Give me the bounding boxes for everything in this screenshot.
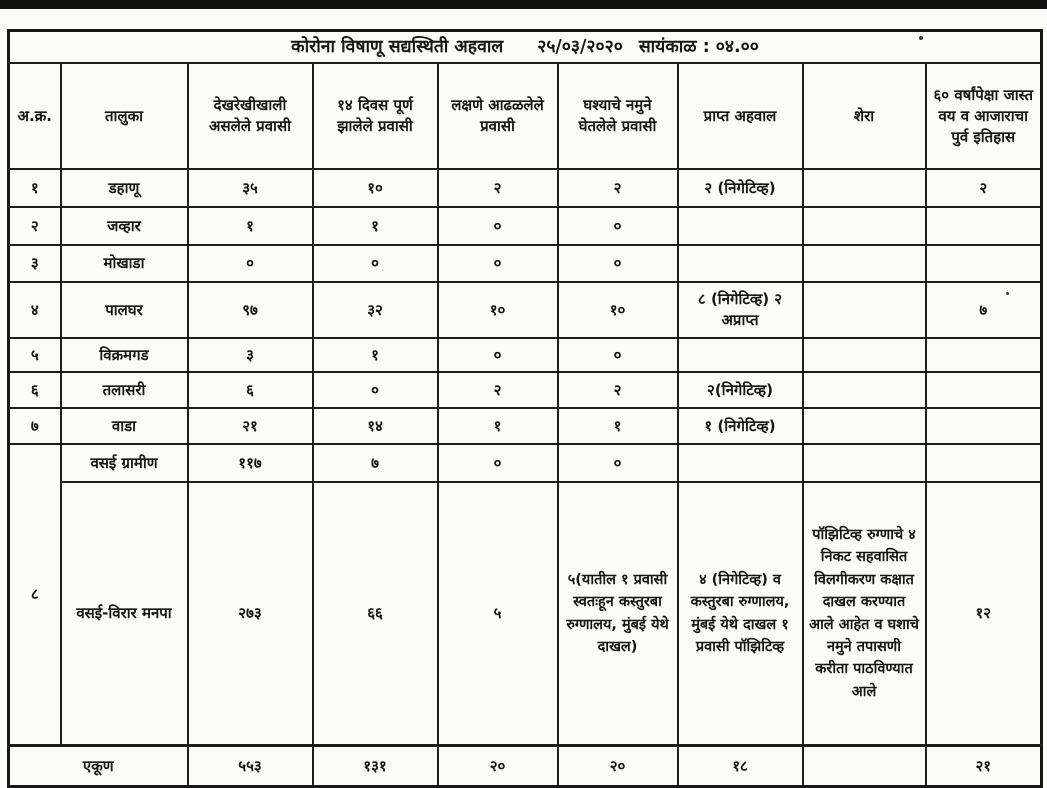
table-cell: २७३ bbox=[188, 482, 313, 746]
table-row-jawhar bbox=[9, 207, 1042, 245]
scan-top-bar bbox=[0, 0, 1047, 9]
table-cell: ३ bbox=[188, 338, 313, 372]
table-cell bbox=[926, 408, 1042, 444]
table-cell bbox=[926, 207, 1042, 245]
table-cell: ० bbox=[313, 245, 438, 282]
table-cell: ५ bbox=[438, 482, 558, 746]
table-cell: २ (निगेटिव्ह) bbox=[678, 169, 803, 207]
table-cell: ७ bbox=[926, 282, 1042, 338]
table-cell bbox=[926, 372, 1042, 408]
table-cell-taluka: तलासरी bbox=[61, 372, 188, 408]
column-header-age60-history: ६० वर्षांपेक्षा जास्त वय व आजाराचा पुर्व इतिहास bbox=[926, 63, 1042, 169]
table-row-palghar bbox=[9, 282, 1042, 338]
table-row-talasari bbox=[9, 372, 1042, 408]
table-cell: १२ bbox=[926, 482, 1042, 746]
table-cell: १ (निगेटिव्ह) bbox=[678, 408, 803, 444]
table-cell: ० bbox=[438, 338, 558, 372]
table-cell: ० bbox=[313, 372, 438, 408]
report-title bbox=[9, 31, 1042, 64]
table-cell-taluka: वसई ग्रामीण bbox=[61, 444, 188, 482]
table-cell-taluka: डहाणू bbox=[61, 169, 188, 207]
table-cell-srno-merged: ८ bbox=[9, 444, 61, 746]
report-title-row bbox=[9, 31, 1042, 64]
table-cell: ६६ bbox=[313, 482, 438, 746]
total-cell: २० bbox=[558, 746, 678, 787]
table-cell: ० bbox=[188, 245, 313, 282]
column-header-14days-complete: १४ दिवस पूर्ण झालेले प्रवासी bbox=[313, 63, 438, 169]
table-cell: १ bbox=[313, 207, 438, 245]
total-cell bbox=[803, 746, 926, 787]
total-cell: २० bbox=[438, 746, 558, 787]
table-cell-samples-note: ५(यातील १ प्रवासी स्वतःहून कस्तुरबा रुग्णालय, मुंबई येथे दाखल) bbox=[558, 482, 678, 746]
table-cell: ६ bbox=[9, 372, 61, 408]
table-cell: २(निगेटिव्ह) bbox=[678, 372, 803, 408]
table-cell bbox=[678, 338, 803, 372]
table-cell-taluka: वसई-विरार मनपा bbox=[61, 482, 188, 746]
table-cell bbox=[803, 245, 926, 282]
table-cell: २१ bbox=[188, 408, 313, 444]
column-header-reports-received: प्राप्त अहवाल bbox=[678, 63, 803, 169]
table-cell: ११७ bbox=[188, 444, 313, 482]
total-cell: २१ bbox=[926, 746, 1042, 787]
table-cell: ७ bbox=[313, 444, 438, 482]
table-cell bbox=[803, 444, 926, 482]
table-cell: १० bbox=[438, 282, 558, 338]
table-cell: ५ bbox=[9, 338, 61, 372]
column-header-srno: अ.क्र. bbox=[9, 63, 61, 169]
table-cell-taluka: मोखाडा bbox=[61, 245, 188, 282]
table-cell-taluka: जव्हार bbox=[61, 207, 188, 245]
total-label-cell: एकूण bbox=[9, 746, 188, 787]
table-cell: ३ bbox=[9, 245, 61, 282]
table-cell-taluka: पालघर bbox=[61, 282, 188, 338]
table-cell: २ bbox=[926, 169, 1042, 207]
total-cell: १३१ bbox=[313, 746, 438, 787]
table-cell: १० bbox=[313, 169, 438, 207]
total-cell: १८ bbox=[678, 746, 803, 787]
table-cell-taluka: विक्रमगड bbox=[61, 338, 188, 372]
corona-status-table bbox=[7, 29, 1043, 788]
table-cell: ० bbox=[438, 207, 558, 245]
table-cell: २ bbox=[558, 372, 678, 408]
report-date: २५/०३/२०२० bbox=[537, 36, 623, 57]
table-cell bbox=[678, 207, 803, 245]
table-cell: १० bbox=[558, 282, 678, 338]
table-cell bbox=[926, 444, 1042, 482]
table-row-dahanu bbox=[9, 169, 1042, 207]
table-cell bbox=[803, 338, 926, 372]
table-cell: २ bbox=[9, 207, 61, 245]
table-cell: ४ bbox=[9, 282, 61, 338]
table-cell: ० bbox=[558, 338, 678, 372]
table-cell: १४ bbox=[313, 408, 438, 444]
table-cell bbox=[803, 207, 926, 245]
table-header-row bbox=[9, 63, 1042, 169]
table-cell bbox=[803, 408, 926, 444]
table-row-vasai-rural bbox=[9, 444, 1042, 482]
table-row-vasai-virar-mnp bbox=[9, 482, 1042, 746]
table-cell: ० bbox=[558, 245, 678, 282]
table-cell: ८ (निगेटिव्ह) २ अप्राप्त bbox=[678, 282, 803, 338]
table-cell: ० bbox=[438, 245, 558, 282]
column-header-remarks: शेरा bbox=[803, 63, 926, 169]
table-cell-remark-note: पॉझिटिव्ह रुग्णाचे ४ निकट सहवासित विलगीकरण कक्षात दाखल करण्यात आले आहेत व घशाचे नमुने तपासणी करीता पाठविण्यात आले bbox=[803, 482, 926, 746]
table-cell bbox=[926, 338, 1042, 372]
table-cell: ९७ bbox=[188, 282, 313, 338]
table-cell: २ bbox=[438, 372, 558, 408]
table-cell bbox=[803, 372, 926, 408]
table-cell: ३२ bbox=[313, 282, 438, 338]
table-total-row bbox=[9, 746, 1042, 787]
report-title-text: कोरोना विषाणू सद्यस्थिती अहवाल bbox=[291, 36, 504, 57]
column-header-symptomatic: लक्षणे आढळलेले प्रवासी bbox=[438, 63, 558, 169]
table-cell bbox=[926, 245, 1042, 282]
table-cell bbox=[803, 169, 926, 207]
table-row-vikramgad bbox=[9, 338, 1042, 372]
table-cell: ६ bbox=[188, 372, 313, 408]
table-cell: १ bbox=[313, 338, 438, 372]
table-cell bbox=[678, 444, 803, 482]
table-row-mokhada bbox=[9, 245, 1042, 282]
table-cell: ० bbox=[438, 444, 558, 482]
report-time: सायंकाळ : ०४.०० bbox=[638, 36, 759, 57]
column-header-under-surveillance: देखरेखीखाली असलेले प्रवासी bbox=[188, 63, 313, 169]
table-cell bbox=[803, 282, 926, 338]
table-cell: ३५ bbox=[188, 169, 313, 207]
column-header-throat-samples: घश्याचे नमुने घेतलेले प्रवासी bbox=[558, 63, 678, 169]
table-cell: २ bbox=[558, 169, 678, 207]
table-row-wada bbox=[9, 408, 1042, 444]
table-cell bbox=[678, 245, 803, 282]
column-header-taluka: तालुका bbox=[61, 63, 188, 169]
table-cell: २ bbox=[438, 169, 558, 207]
total-cell: ५५३ bbox=[188, 746, 313, 787]
table-cell: ० bbox=[558, 207, 678, 245]
table-cell-taluka: वाडा bbox=[61, 408, 188, 444]
table-cell: ० bbox=[558, 444, 678, 482]
table-cell: १ bbox=[188, 207, 313, 245]
table-cell: १ bbox=[9, 169, 61, 207]
table-cell: ७ bbox=[9, 408, 61, 444]
table-cell: १ bbox=[438, 408, 558, 444]
table-cell: १ bbox=[558, 408, 678, 444]
table-cell-report-note: ४ (निगेटिव्ह) व कस्तुरबा रुग्णालय, मुंबई येथे दाखल १ प्रवासी पॉझिटिव्ह bbox=[678, 482, 803, 746]
